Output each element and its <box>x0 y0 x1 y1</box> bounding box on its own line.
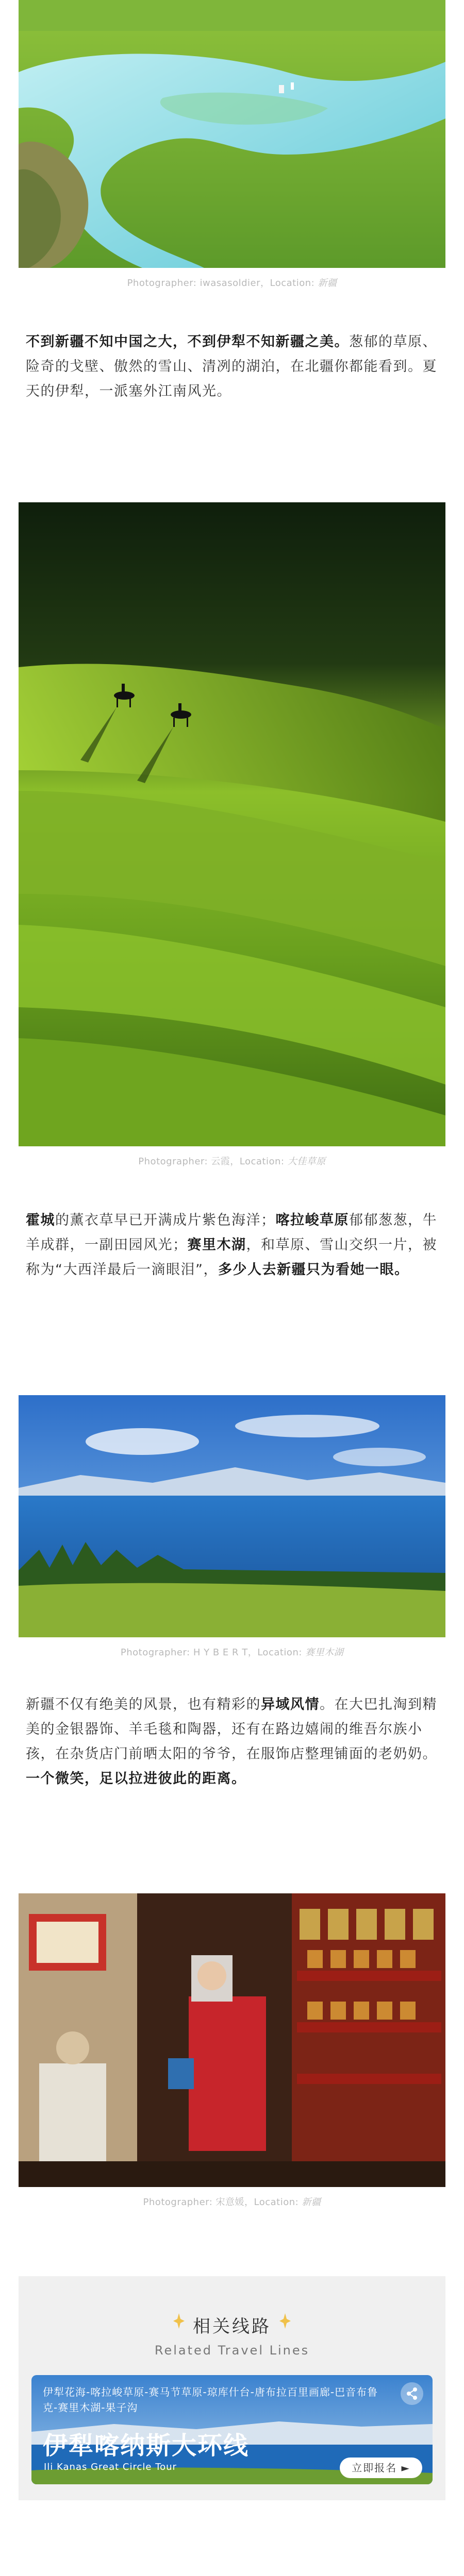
highlight-exotic: 异域风情 <box>261 1697 320 1713</box>
caption-location-label: ，Location: <box>260 278 318 289</box>
location-name: 新疆 <box>302 2197 321 2208</box>
related-title: 相关线路 <box>193 2316 271 2337</box>
highlight-kalajun: 喀拉峻草原 <box>275 1212 349 1228</box>
highlight-smile: 一个微笑，足以拉进彼此的距离。 <box>26 1771 246 1787</box>
text-segment: 郁郁葱葱，牛羊成群，一副田园风光； <box>26 1212 437 1253</box>
caption-label: Photographer: <box>120 1647 193 1658</box>
caption-label: Photographer: <box>143 2197 216 2208</box>
banner-route-name: 伊犁喀纳斯大环线 <box>43 2431 250 2460</box>
photo-bazaar <box>19 1893 445 2187</box>
highlight-huocheng: 霍城 <box>26 1212 55 1228</box>
intro-highlight: 不到新疆不知中国之大，不到伊犁不知新疆之美。 <box>26 334 349 350</box>
caption-location-label: ，Location: <box>247 1647 306 1658</box>
photographer-name: 宋意媛 <box>216 2197 245 2208</box>
photo3-caption <box>0 1645 464 1658</box>
banner-route-text: 伊犁花海-喀拉峻草原-赛马节草原-琼库什台-唐布拉百里画廊-巴音布鲁克-赛里木湖-果子沟 <box>43 2386 378 2414</box>
text-segment: 新疆不仅有绝美的风景，也有精彩的 <box>26 1697 261 1713</box>
photo-sayram-lake <box>19 1395 445 1637</box>
banner-route-english: Ili Kanas Great Circle Tour <box>44 2462 177 2472</box>
location-name: 大佳草原 <box>287 1156 326 1167</box>
photo2-caption <box>0 1154 464 1167</box>
photographer-name: H Y B E R T <box>193 1647 248 1658</box>
route-banner[interactable] <box>31 2375 433 2484</box>
register-button-label: 立即报名 <box>352 2462 397 2474</box>
location-name: 新疆 <box>318 278 337 289</box>
related-lines-card <box>19 2276 445 2500</box>
photographer-name: 云霞 <box>211 1156 230 1167</box>
photo-grassland-riders <box>19 502 445 1146</box>
related-subtitle: Related Travel Lines <box>154 2343 310 2358</box>
share-icon[interactable] <box>401 2382 423 2405</box>
caption-location-label: ，Location: <box>244 2197 302 2208</box>
register-button[interactable] <box>340 2458 422 2478</box>
highlight-sayram: 赛里木湖 <box>187 1237 246 1253</box>
intro-text: 葱郁的草原、险奇的戈壁、傲然的雪山、清冽的湖泊，在北疆你都能看到。夏天的伊犁，一派塞外江南风光。 <box>26 334 437 399</box>
photo4-caption <box>0 2195 464 2208</box>
photographer-name: iwasasoldier <box>200 278 261 289</box>
caption-label: Photographer: <box>127 278 200 289</box>
culture-paragraph <box>26 1692 438 1791</box>
photo1-caption <box>0 276 464 289</box>
location-name: 赛里木湖 <box>305 1647 344 1658</box>
arrow-right-icon: ► <box>401 2462 410 2474</box>
text-segment: 的薰衣草早已开满成片紫色海洋； <box>55 1212 276 1228</box>
photo-lake-pasture <box>19 0 445 268</box>
caption-label: Photographer: <box>138 1156 211 1167</box>
highlight-closing: 多少人去新疆只为看她一眼。 <box>218 1262 409 1278</box>
scenery-paragraph <box>26 1208 438 1282</box>
text-segment: 。在大巴扎淘到精美的金银器饰、羊毛毯和陶器，还有在路边嬉闹的维吾尔族小孩，在杂货店门前晒太阳的爷爷，在服饰店整理铺面的老奶奶。 <box>26 1697 437 1762</box>
text-segment: ，和草原、雪山交织一片，被称为“大西洋最后一滴眼泪”， <box>26 1237 437 1278</box>
intro-paragraph <box>26 330 438 404</box>
caption-location-label: ，Location: <box>230 1156 288 1167</box>
